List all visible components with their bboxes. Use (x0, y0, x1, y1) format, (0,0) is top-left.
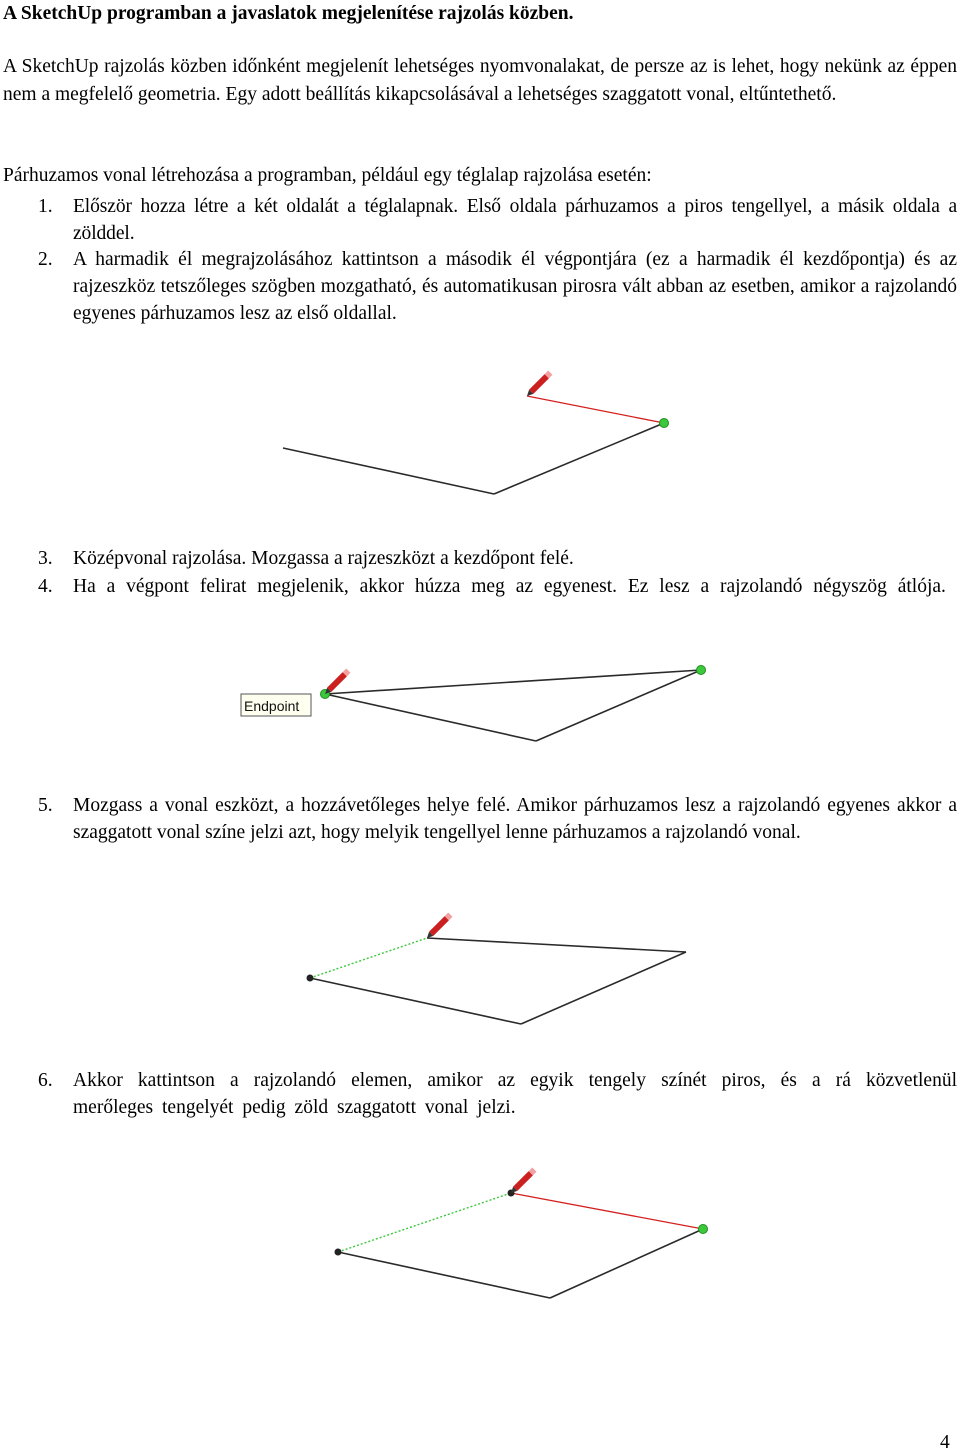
step-number: 5. (38, 795, 53, 816)
edge-2 (536, 670, 701, 741)
edge-1 (310, 978, 521, 1024)
step-number: 1. (38, 196, 53, 217)
step-5 (38, 792, 957, 846)
red-guide-line (527, 396, 664, 423)
step-number: 3. (38, 548, 53, 569)
step-2 (38, 246, 957, 327)
pencil-icon (425, 913, 453, 941)
step-text: A harmadik él megrajzolásához kattintson a második él végpontjára (ez a harmadik él kezdőpontja) és az rajzeszköz tetszőleges szögben mozgatható, és automatikusan pirosra vált abban az esetben, amikor a rajzolandó egyenes párhuzamos lesz az első oldallal. (73, 249, 957, 324)
endpoint-marker-icon (335, 1249, 342, 1256)
step-number: 2. (38, 249, 53, 270)
figure-1-two-edges (0, 360, 960, 510)
pencil-icon (525, 371, 553, 399)
page-number: 4 (940, 1432, 950, 1453)
edge-1 (325, 694, 536, 741)
step-number: 4. (38, 576, 53, 597)
edge-2 (494, 423, 664, 494)
step-3 (38, 545, 957, 572)
edge-1 (283, 448, 494, 494)
figure-3-green-guide (0, 905, 960, 1025)
step-text: Akkor kattintson a rajzolandó elemen, amikor az egyik tengely színét piros, és a rá közvetlenül merőleges tengelyét pedig zöld szaggatott vonal jelzi. (73, 1070, 957, 1118)
green-dashed-guide (338, 1193, 511, 1252)
endpoint-marker-icon (307, 975, 314, 982)
endpoint-marker-icon (699, 1225, 708, 1234)
step-text: Középvonal rajzolása. Mozgassa a rajzeszközt a kezdőpont felé. (73, 548, 574, 569)
figure-2-diagonal (0, 655, 960, 755)
step-4 (38, 573, 957, 600)
figure-4-red-green-guides (0, 1155, 960, 1305)
endpoint-label: Endpoint (244, 698, 300, 714)
page-title: A SketchUp programban a javaslatok megjelenítése rajzolás közben. (3, 3, 574, 24)
green-dashed-guide (310, 938, 427, 978)
pencil-icon (509, 1168, 537, 1196)
step-text: Először hozza létre a két oldalát a téglalapnak. Első oldala párhuzamos a piros tengellyel, a másik oldala a zölddel. (73, 196, 957, 244)
edge-2 (550, 1229, 703, 1298)
edge-2 (521, 952, 686, 1024)
step-1 (38, 193, 957, 247)
step-text: Mozgass a vonal eszközt, a hozzávetőleges helye felé. Amikor párhuzamos lesz a rajzolandó egyenes akkor a szaggatott vonal színe jelzi azt, hogy melyik tengellyel lenne párhuzamos a rajzolandó vonal. (73, 795, 957, 843)
step-6 (38, 1067, 957, 1121)
step-text: Ha a végpont felirat megjelenik, akkor húzza meg az egyenest. Ez lesz a rajzolandó négyszög átlója. (73, 576, 946, 597)
intro-paragraph: A SketchUp rajzolás közben időnként megjelenít lehetséges nyomvonalakat, de persze az is lehet, hogy nekünk az éppen nem a megfelelő geometria. Egy adott beállítás kikapcsolásával a lehetséges szaggatott vonal, eltűntethető. (3, 56, 957, 105)
parallel-heading: Párhuzamos vonal létrehozása a programban, például egy téglalap rajzolása esetén: (3, 165, 652, 186)
diagonal-line (325, 670, 701, 694)
top-edge (427, 938, 686, 952)
endpoint-marker-icon (660, 419, 669, 428)
endpoint-tooltip (241, 694, 311, 716)
red-guide-line (511, 1193, 703, 1229)
step-number: 6. (38, 1070, 53, 1091)
edge-1 (338, 1252, 550, 1298)
endpoint-marker-icon (697, 666, 706, 675)
